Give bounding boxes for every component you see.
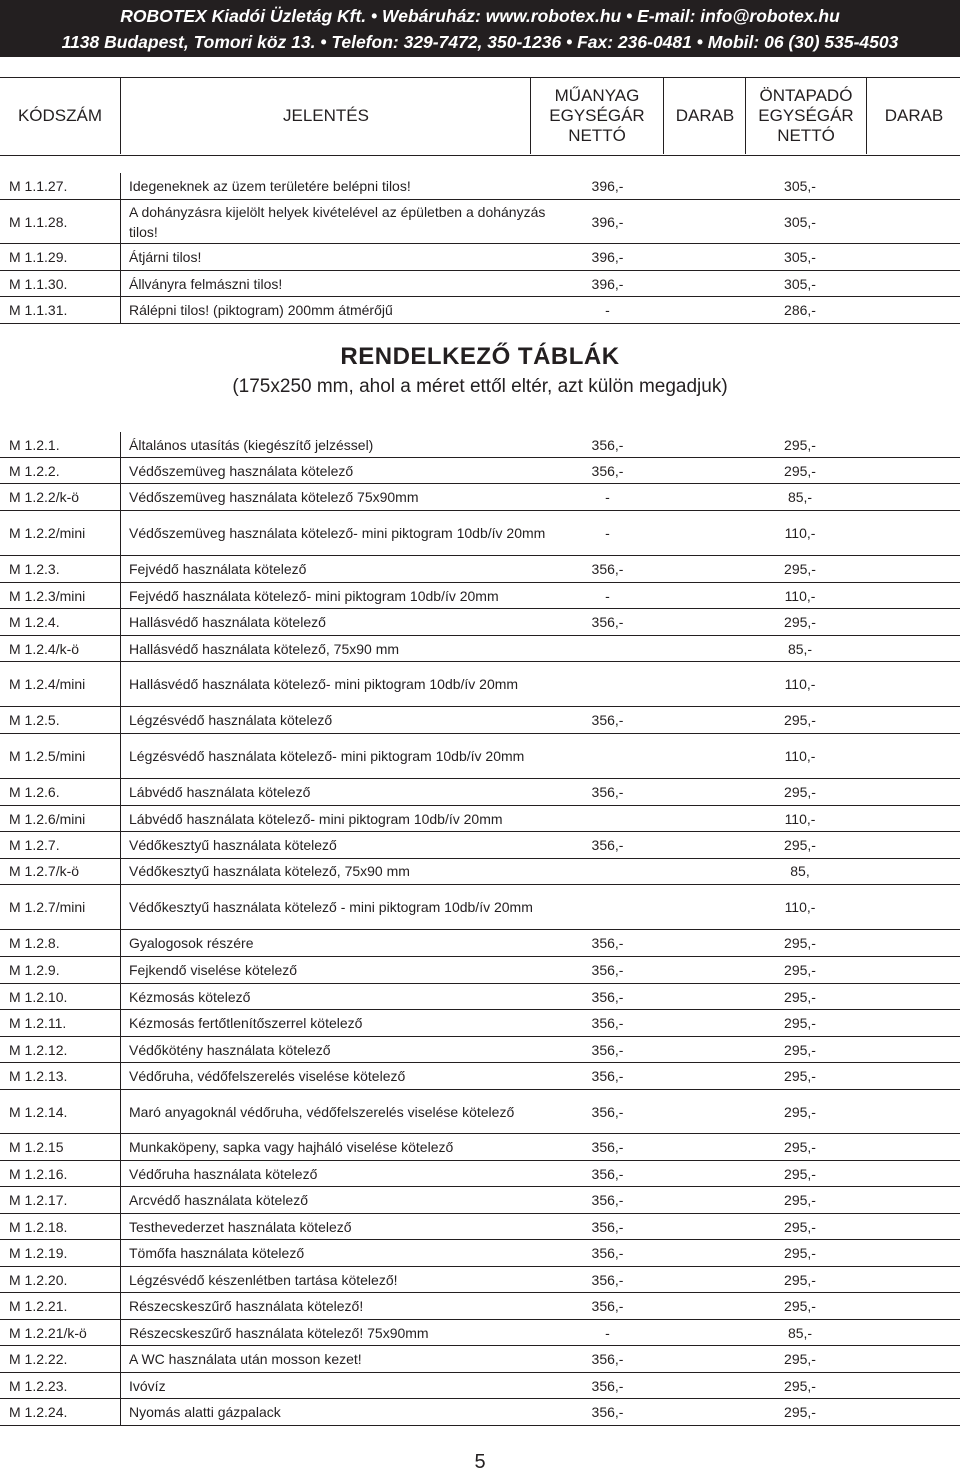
row-description: Kézmosás kötelező [129,988,251,1005]
row-description: A dohányzásra kijelölt helyek kivételével az épületben a dohányzás tilos! [129,203,546,240]
row-price-plastic: 396,- [591,275,624,292]
row-price-plastic: 356,- [591,1245,624,1261]
row-price-adhesive: 295,- [784,1351,816,1367]
row-description: Lábvédő használata kötelező- mini piktogram 10db/ív 20mm [129,810,503,827]
row-code: M 1.2.6. [9,784,60,800]
col-price-adhesive: ÖNTAPADÓ EGYSÉGÁR NETTÓ [758,86,854,145]
row-price-adhesive: 286,- [784,302,816,318]
row-description: Munkaköpeny, sapka vagy hajháló viselése kötelező [129,1139,454,1155]
row-code: M 1.2.8. [9,935,60,951]
row-price-plastic: 356,- [591,1298,624,1314]
row-description: Kézmosás fertőtlenítőszerrel kötelező [129,1015,363,1031]
table-row [0,885,960,930]
row-code: M 1.1.30. [9,275,68,292]
row-price-plastic: 356,- [591,1165,624,1182]
row-code: M 1.2.4/k-ö [9,640,80,657]
table-row [0,930,960,957]
row-description: Védőszemüveg használata kötelező [129,462,354,479]
row-price-plastic: - [605,302,610,318]
row-code: M 1.2.11. [9,1015,67,1031]
row-description: Állványra felmászni tilos! [129,275,283,292]
row-price-adhesive: 85,- [787,1324,813,1341]
row-code: M 1.2.14. [9,1103,68,1120]
row-description: Arcvédő használata kötelező [129,1192,308,1208]
banner-line-1: ROBOTEX Kiadói Üzletág Kft. • Webáruház: www.robotex.hu • E-mail: info@robotex.hu [120,6,840,26]
row-code: M 1.2.6/mini [9,810,86,827]
row-price-plastic: 356,- [591,1377,624,1394]
row-price-plastic: 356,- [591,1218,624,1235]
row-code: M 1.2.3. [9,561,60,577]
row-price-adhesive: 295,- [784,462,816,479]
row-price-plastic: 356,- [591,1041,624,1058]
table-row [0,1187,960,1214]
table-row [0,662,960,707]
row-description: Fejvédő használata kötelező [129,561,307,577]
row-price-adhesive: 110,- [784,525,816,541]
row-code: M 1.2.21/k-ö [9,1324,87,1341]
row-price-adhesive: 110,- [784,748,816,764]
table-row [0,1293,960,1320]
row-price-adhesive: 295,- [784,1271,816,1288]
row-price-adhesive: 295,- [784,1218,816,1235]
row-description: Légzésvédő használata kötelező- mini piktogram 10db/ív 20mm [129,748,525,764]
row-code: M 1.2.7/k-ö [9,863,80,879]
row-description: Védőruha, védőfelszerelés viselése kötelező [129,1068,406,1084]
row-description: Védőkesztyű használata kötelező - mini piktogram 10db/ív 20mm [129,899,533,915]
banner-line-2: 1138 Budapest, Tomori köz 13. • Telefon: 329-7472, 350-1236 • Fax: 236-0481 • Mobil: 06 (30) 535-4503 [61,32,899,52]
table-row [0,1090,960,1134]
row-price-adhesive: 295,- [784,1245,816,1261]
col-price-plastic: MŰANYAG EGYSÉGÁR NETTÓ [549,86,645,145]
row-price-plastic [560,734,655,778]
row-price-adhesive: 295,- [784,837,816,853]
row-price-adhesive: 85,- [787,489,813,505]
row-code: M 1.1.27. [9,178,68,194]
row-price-adhesive: 295,- [784,935,816,951]
row-code: M 1.2.23. [9,1377,68,1394]
row-price-plastic: 356,- [591,462,624,479]
table-row [0,734,960,779]
row-price-plastic: 356,- [591,436,624,453]
row-code: M 1.2.17. [9,1192,68,1208]
row-price-plastic: - [605,525,610,541]
row-description: Ivóvíz [129,1377,166,1394]
row-description: Részecskeszűrő használata kötelező! [129,1298,364,1314]
col-code: KÓDSZÁM [17,106,103,125]
row-price-plastic: 356,- [591,1404,624,1420]
table-row [0,432,960,458]
row-price-plastic: - [605,587,610,604]
table-row [0,1373,960,1399]
table-row [0,484,960,511]
table-row [0,271,960,297]
row-price-adhesive: 295,- [784,1298,816,1314]
table-row [0,707,960,734]
table-row [0,173,960,200]
row-price-plastic: 356,- [591,1068,624,1084]
table-row [0,297,960,324]
row-price-adhesive: 295,- [784,1015,816,1031]
table-row [0,1037,960,1063]
table-row [0,200,960,244]
row-price-plastic: 356,- [591,962,624,978]
row-price-plastic: 356,- [591,561,624,577]
row-price-adhesive: 295,- [784,1068,816,1084]
table-row [0,556,960,583]
section-title: RENDELKEZŐ TÁBLÁK [340,343,620,370]
row-description: Átjárni tilos! [129,249,202,265]
table-row [0,1320,960,1346]
row-description: A WC használata után mosson kezet! [129,1351,362,1367]
row-description: Légzésvédő készenlétben tartása kötelező! [129,1271,398,1288]
table-row [0,1161,960,1187]
row-price-plastic: 356,- [591,1103,624,1120]
row-code: M 1.2.5. [9,712,60,728]
row-description: Védőruha használata kötelező [129,1165,318,1182]
row-code: M 1.2.9. [9,962,60,978]
row-code: M 1.2.2/k-ö [9,489,80,505]
row-price-adhesive: 295,- [784,1165,816,1182]
row-code: M 1.1.29. [9,249,68,265]
row-code: M 1.2.3/mini [9,587,86,604]
table-row [0,1063,960,1090]
row-price-plastic: 396,- [591,249,624,265]
row-price-plastic: 356,- [591,1271,624,1288]
row-description: Védőszemüveg használata kötelező- mini piktogram 10db/ív 20mm [129,525,546,541]
row-description: Testhevederzet használata kötelező [129,1218,352,1235]
row-code: M 1.2.1. [9,436,60,453]
row-code: M 1.2.18. [9,1218,68,1235]
row-description: Fejkendő viselése kötelező [129,962,298,978]
row-price-plastic [560,806,655,831]
row-description: Maró anyagoknál védőruha, védőfelszerelés viselése kötelező [129,1103,515,1120]
table-row [0,1240,960,1267]
row-price-plastic: 356,- [591,935,624,951]
table-row [0,458,960,484]
column-header [0,77,960,156]
row-price-plastic: 356,- [591,1192,624,1208]
row-price-adhesive: 305,- [784,249,816,265]
row-description: Hallásvédő használata kötelező, 75x90 mm [129,640,400,657]
row-price-plastic: - [605,489,610,505]
table-row [0,832,960,859]
row-code: M 1.2.24. [9,1404,68,1420]
row-description: Általános utasítás (kiegészítő jelzéssel) [129,436,374,453]
row-code: M 1.2.2/mini [9,525,86,541]
row-price-adhesive: 295,- [784,614,816,630]
row-price-adhesive: 295,- [784,436,816,453]
row-price-plastic: 356,- [591,988,624,1005]
row-price-adhesive: 295,- [784,561,816,577]
row-description: Gyalogosok részére [129,935,254,951]
row-price-plastic: 396,- [591,213,624,230]
table-row [0,779,960,806]
row-code: M 1.2.7/mini [9,899,86,915]
row-price-adhesive: 295,- [784,1103,816,1120]
row-code: M 1.2.22. [9,1351,68,1367]
row-description: Lábvédő használata kötelező [129,784,311,800]
row-price-adhesive: 305,- [784,213,816,230]
row-price-plastic [560,636,655,661]
col-qty-plastic: DARAB [675,106,735,125]
row-price-adhesive: 110,- [784,899,816,915]
row-price-adhesive: 295,- [784,1192,816,1208]
row-code: M 1.2.12. [9,1041,68,1058]
row-price-adhesive: 295,- [784,1404,816,1420]
row-description: Védőkötény használata kötelező [129,1041,331,1058]
row-price-plastic: 356,- [591,1139,624,1155]
row-code: M 1.1.28. [9,213,68,230]
table-row [0,511,960,556]
table-row [0,1267,960,1293]
row-price-plastic [560,858,655,884]
row-price-adhesive: 295,- [784,712,816,728]
row-price-adhesive: 295,- [784,988,816,1005]
row-price-plastic: 356,- [591,1015,624,1031]
row-code: M 1.2.4/mini [9,676,86,692]
row-code: M 1.2.4. [9,614,60,630]
row-price-adhesive: 110,- [784,810,816,827]
row-description: Légzésvédő használata kötelező [129,712,333,728]
row-price-adhesive: 305,- [784,275,816,292]
row-code: M 1.1.31. [9,302,68,318]
row-description: Védőkesztyű használata kötelező [129,837,337,853]
row-description: Védőkesztyű használata kötelező, 75x90 mm [129,863,410,879]
row-price-plastic: - [605,1324,610,1341]
row-price-adhesive: 305,- [784,178,816,194]
row-code: M 1.2.15 [9,1139,64,1155]
row-price-adhesive: 295,- [784,1377,816,1394]
page-number: 5 [474,1451,486,1473]
col-qty-adhesive: DARAB [884,106,944,125]
table-row [0,583,960,609]
col-desc: JELENTÉS [283,106,369,125]
row-price-plastic: 396,- [591,178,624,194]
row-price-plastic: 356,- [591,614,624,630]
row-price-plastic [560,885,655,929]
row-description: Tömőfa használata kötelező [129,1245,305,1261]
row-price-plastic [560,662,655,706]
table-row [0,1134,960,1161]
row-price-adhesive: 295,- [784,962,816,978]
table-row [0,244,960,271]
table-row [0,1214,960,1240]
row-description: Védőszemüveg használata kötelező 75x90mm [129,489,419,505]
table-row [0,1399,960,1426]
publisher-banner [0,0,960,57]
section-subtitle: (175x250 mm, ahol a méret ettől eltér, azt külön megadjuk) [232,376,728,397]
table-row [0,609,960,636]
row-code: M 1.2.5/mini [9,748,86,764]
row-code: M 1.2.13. [9,1068,68,1084]
row-description: Részecskeszűrő használata kötelező! 75x90mm [129,1324,429,1341]
row-price-plastic: 356,- [591,837,624,853]
table-row [0,636,960,662]
row-price-adhesive: 85, [790,863,810,879]
row-description: Fejvédő használata kötelező- mini piktogram 10db/ív 20mm [129,587,499,604]
row-code: M 1.2.2. [9,462,60,479]
row-description: Nyomás alatti gázpalack [129,1404,281,1420]
row-code: M 1.2.7. [9,837,60,853]
row-code: M 1.2.16. [9,1165,68,1182]
table-row [0,1010,960,1037]
row-price-plastic: 356,- [591,712,624,728]
row-description: Hallásvédő használata kötelező [129,614,326,630]
row-price-adhesive: 110,- [784,676,816,692]
row-code: M 1.2.19. [9,1245,68,1261]
row-price-adhesive: 85,- [787,640,813,657]
row-price-plastic: 356,- [591,1351,624,1367]
row-code: M 1.2.20. [9,1271,68,1288]
row-code: M 1.2.10. [9,988,68,1005]
row-description: Idegeneknek az üzem területére belépni tilos! [129,178,411,194]
row-price-adhesive: 295,- [784,1139,816,1155]
table-row [0,957,960,984]
table-row [0,806,960,832]
row-code: M 1.2.21. [9,1298,68,1314]
row-price-adhesive: 295,- [784,784,816,800]
table-row [0,984,960,1010]
table-row [0,1346,960,1373]
row-description: Hallásvédő használata kötelező- mini piktogram 10db/ív 20mm [129,676,519,692]
table-row [0,858,960,885]
row-price-adhesive: 295,- [784,1041,816,1058]
row-price-plastic: 356,- [591,784,624,800]
row-price-adhesive: 110,- [784,587,816,604]
row-description: Rálépni tilos! (piktogram) 200mm átmérőjű [129,302,393,318]
